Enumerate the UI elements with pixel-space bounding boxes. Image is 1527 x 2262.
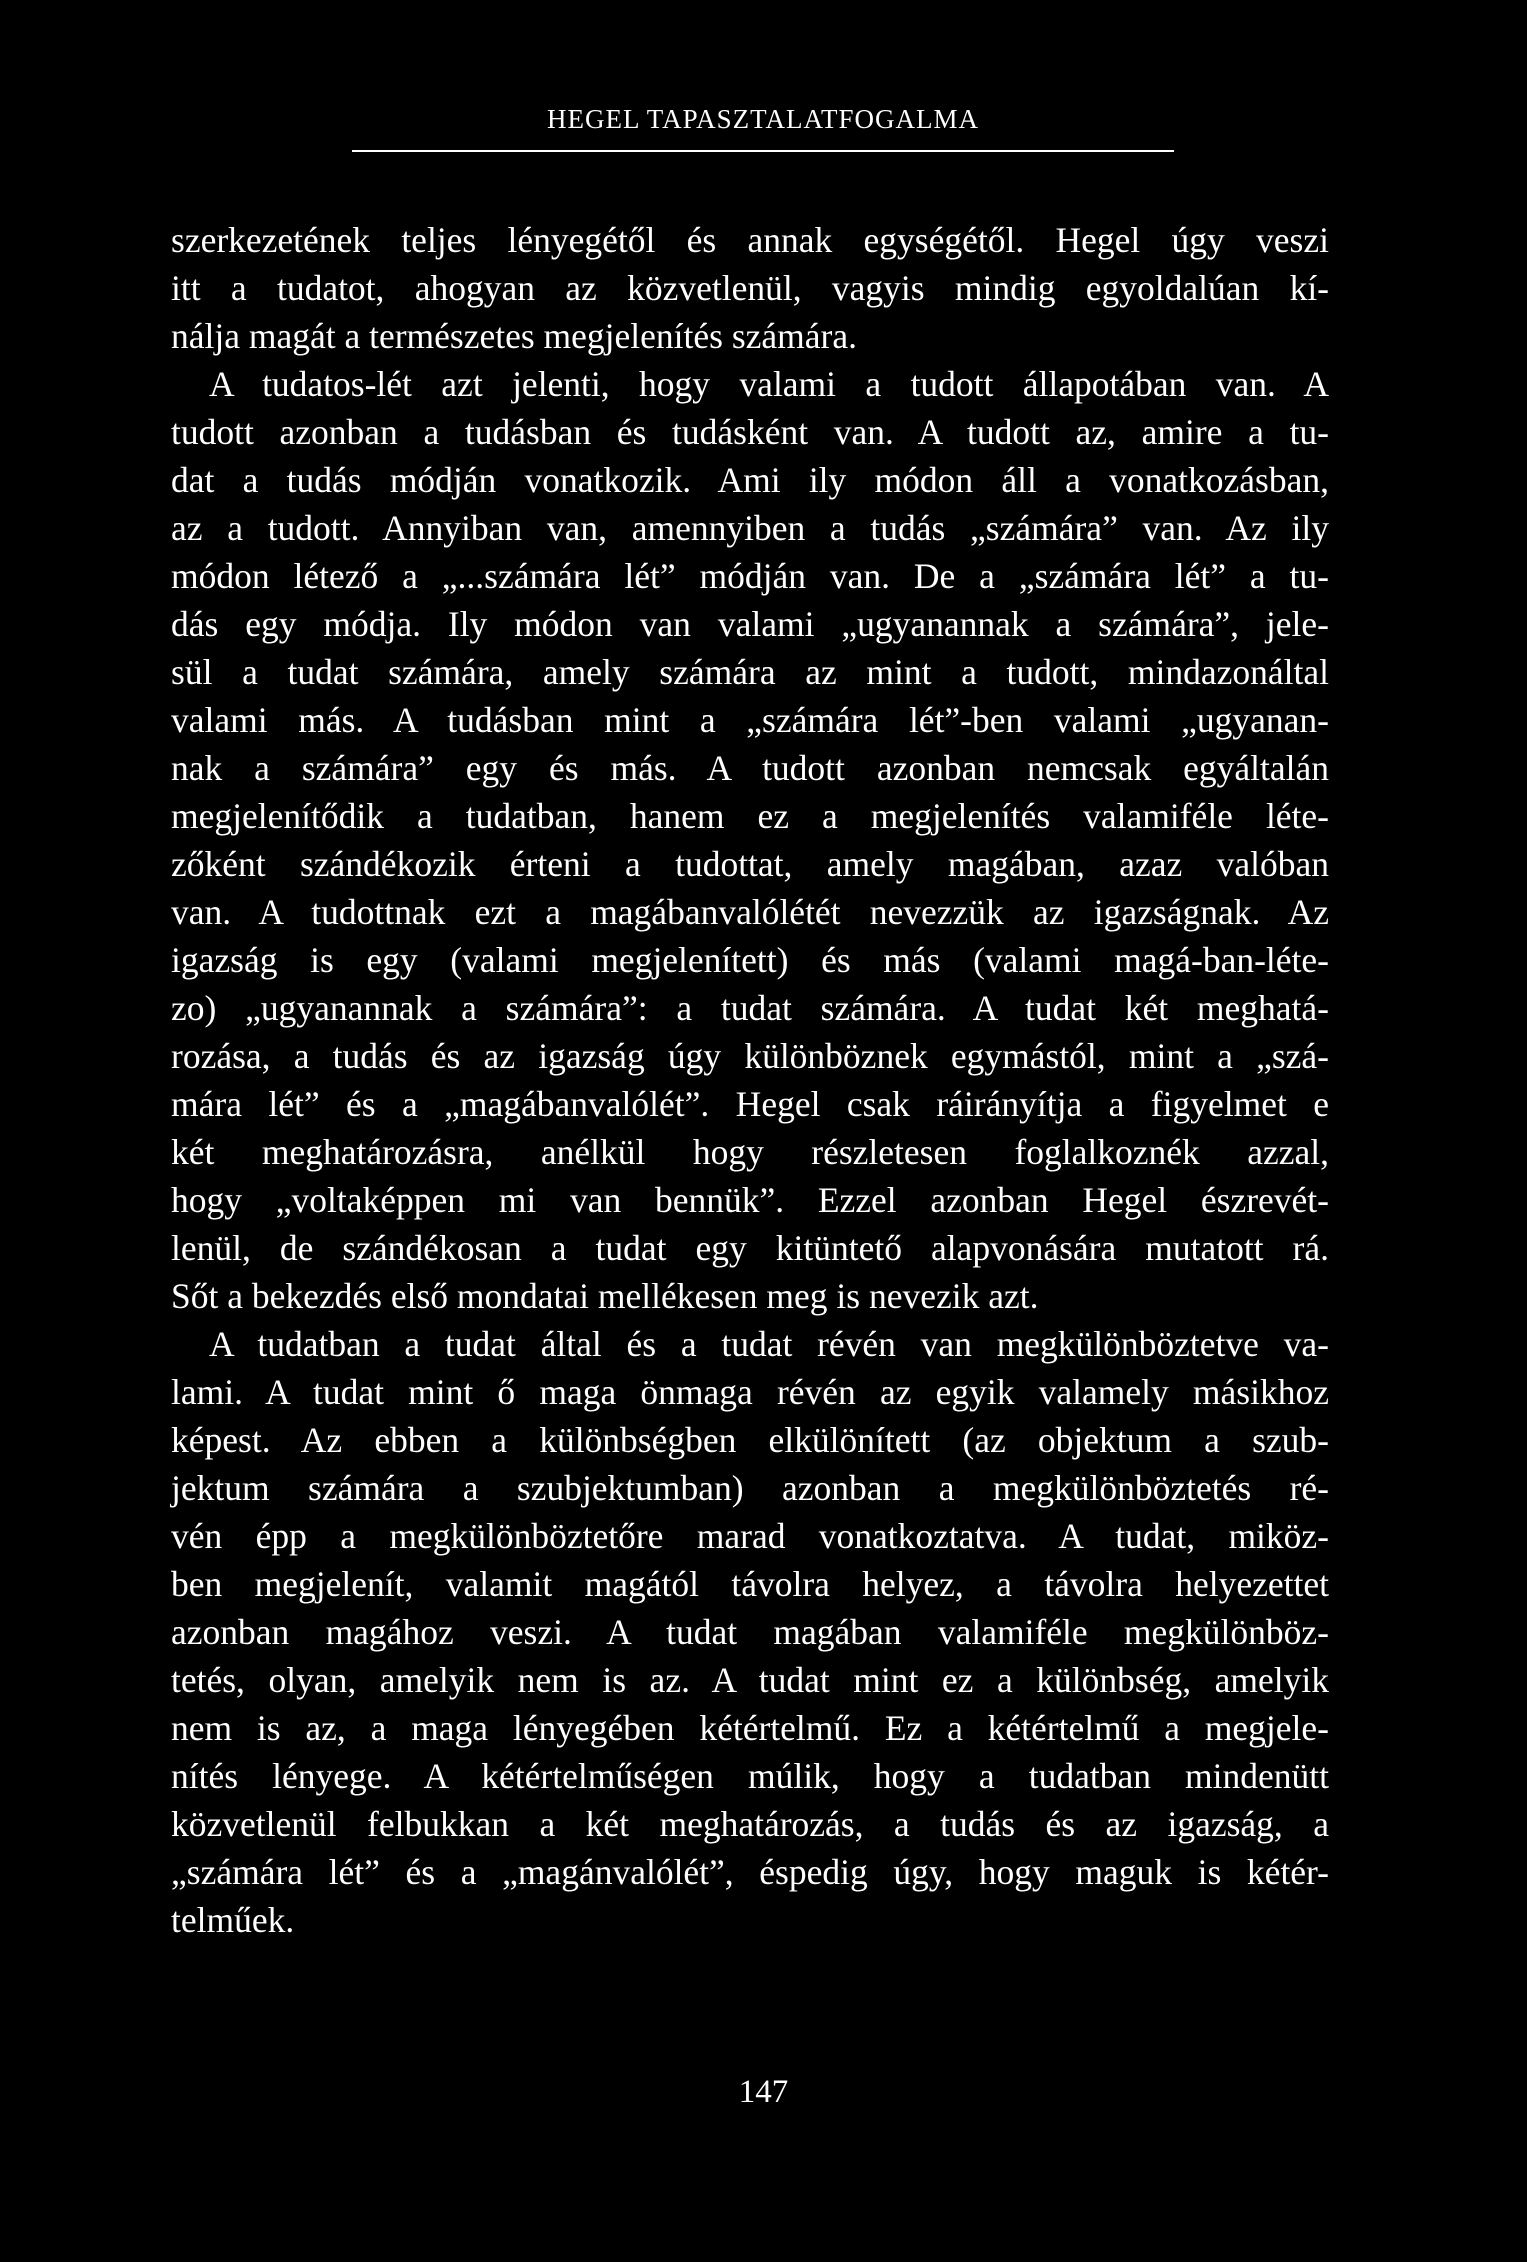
body-text (171, 216, 1329, 1944)
text-line: A tudatban a tudat által és a tudat révén van megkülönböztetve va- (209, 1324, 1329, 1364)
text-line: tudott azonban a tudásban és tudásként van. A tudott az, amire a tu- (171, 412, 1329, 452)
text-line: módon létező a „...számára lét” módján van. De a „számára lét” a tu- (171, 556, 1329, 596)
text-line: azonban magához veszi. A tudat magában valamiféle megkülönböz- (171, 1612, 1329, 1652)
text-line: van. A tudottnak ezt a magábanvalólétét nevezzük az igazságnak. Az (171, 892, 1329, 932)
text-line: valami más. A tudásban mint a „számára lét”-ben valami „ugyanan- (171, 700, 1329, 740)
text-line: nak a számára” egy és más. A tudott azonban nemcsak egyáltalán (171, 748, 1329, 788)
text-line: közvetlenül felbukkan a két meghatározás, a tudás és az igazság, a (171, 1804, 1329, 1844)
text-line: az a tudott. Annyiban van, amennyiben a tudás „számára” van. Az ily (171, 508, 1329, 548)
text-line: képest. Az ebben a különbségben elkülönített (az objektum a szub- (171, 1420, 1329, 1460)
text-line: A tudatos-lét azt jelenti, hogy valami a tudott állapotában van. A (209, 364, 1329, 404)
text-line: nítés lényege. A kétértelműségen múlik, hogy a tudatban mindenütt (171, 1756, 1329, 1796)
text-line: nálja magát a természetes megjelenítés számára. (171, 316, 857, 356)
text-line: itt a tudatot, ahogyan az közvetlenül, vagyis mindig egyoldalúan kí- (171, 268, 1329, 308)
text-line: dás egy módja. Ily módon van valami „ugyanannak a számára”, jele- (171, 604, 1329, 644)
running-head: HEGEL TAPASZTALATFOGALMA (547, 104, 979, 134)
text-line: két meghatározásra, anélkül hogy részletesen foglalkoznék azzal, (171, 1132, 1329, 1172)
text-line: nem is az, a maga lényegében kétértelmű. Ez a kétértelmű a megjele- (171, 1708, 1329, 1748)
text-line: dat a tudás módján vonatkozik. Ami ily módon áll a vonatkozásban, (171, 460, 1329, 500)
text-line: mára lét” és a „magábanvalólét”. Hegel csak ráirányítja a figyelmet e (171, 1084, 1329, 1124)
text-line: jektum számára a szubjektumban) azonban a megkülönböztetés ré- (171, 1468, 1329, 1508)
text-line: vén épp a megkülönböztetőre marad vonatkoztatva. A tudat, miköz- (171, 1516, 1329, 1556)
text-line: rozása, a tudás és az igazság úgy különböznek egymástól, mint a „szá- (171, 1036, 1329, 1076)
text-line: igazság is egy (valami megjelenített) és más (valami magá-ban-léte- (171, 940, 1329, 980)
text-line: Sőt a bekezdés első mondatai mellékesen meg is nevezik azt. (171, 1276, 1039, 1316)
text-line: megjelenítődik a tudatban, hanem ez a megjelenítés valamiféle léte- (171, 796, 1329, 836)
text-line: szerkezetének teljes lényegétől és annak egységétől. Hegel úgy veszi (171, 220, 1329, 260)
text-line: lami. A tudat mint ő maga önmaga révén az egyik valamely másikhoz (171, 1372, 1329, 1412)
page-number: 147 (738, 2074, 789, 2110)
text-line: ben megjelenít, valamit magától távolra helyez, a távolra helyezettet (171, 1564, 1329, 1604)
text-line: tetés, olyan, amelyik nem is az. A tudat mint ez a különbség, amelyik (171, 1660, 1329, 1700)
text-line: hogy „voltaképpen mi van bennük”. Ezzel azonban Hegel észrevét- (171, 1180, 1329, 1220)
text-line: zo) „ugyanannak a számára”: a tudat számára. A tudat két meghatá- (171, 988, 1329, 1028)
text-line: lenül, de szándékosan a tudat egy kitüntető alapvonására mutatott rá. (171, 1228, 1329, 1268)
text-line: sül a tudat számára, amely számára az mint a tudott, mindazonáltal (171, 652, 1329, 692)
text-line: telműek. (171, 1900, 295, 1940)
text-line: „számára lét” és a „magánvalólét”, éspedig úgy, hogy maguk is kétér- (171, 1852, 1329, 1892)
header-rule (352, 150, 1174, 152)
text-line: zőként szándékozik érteni a tudottat, amely magában, azaz valóban (171, 844, 1329, 884)
